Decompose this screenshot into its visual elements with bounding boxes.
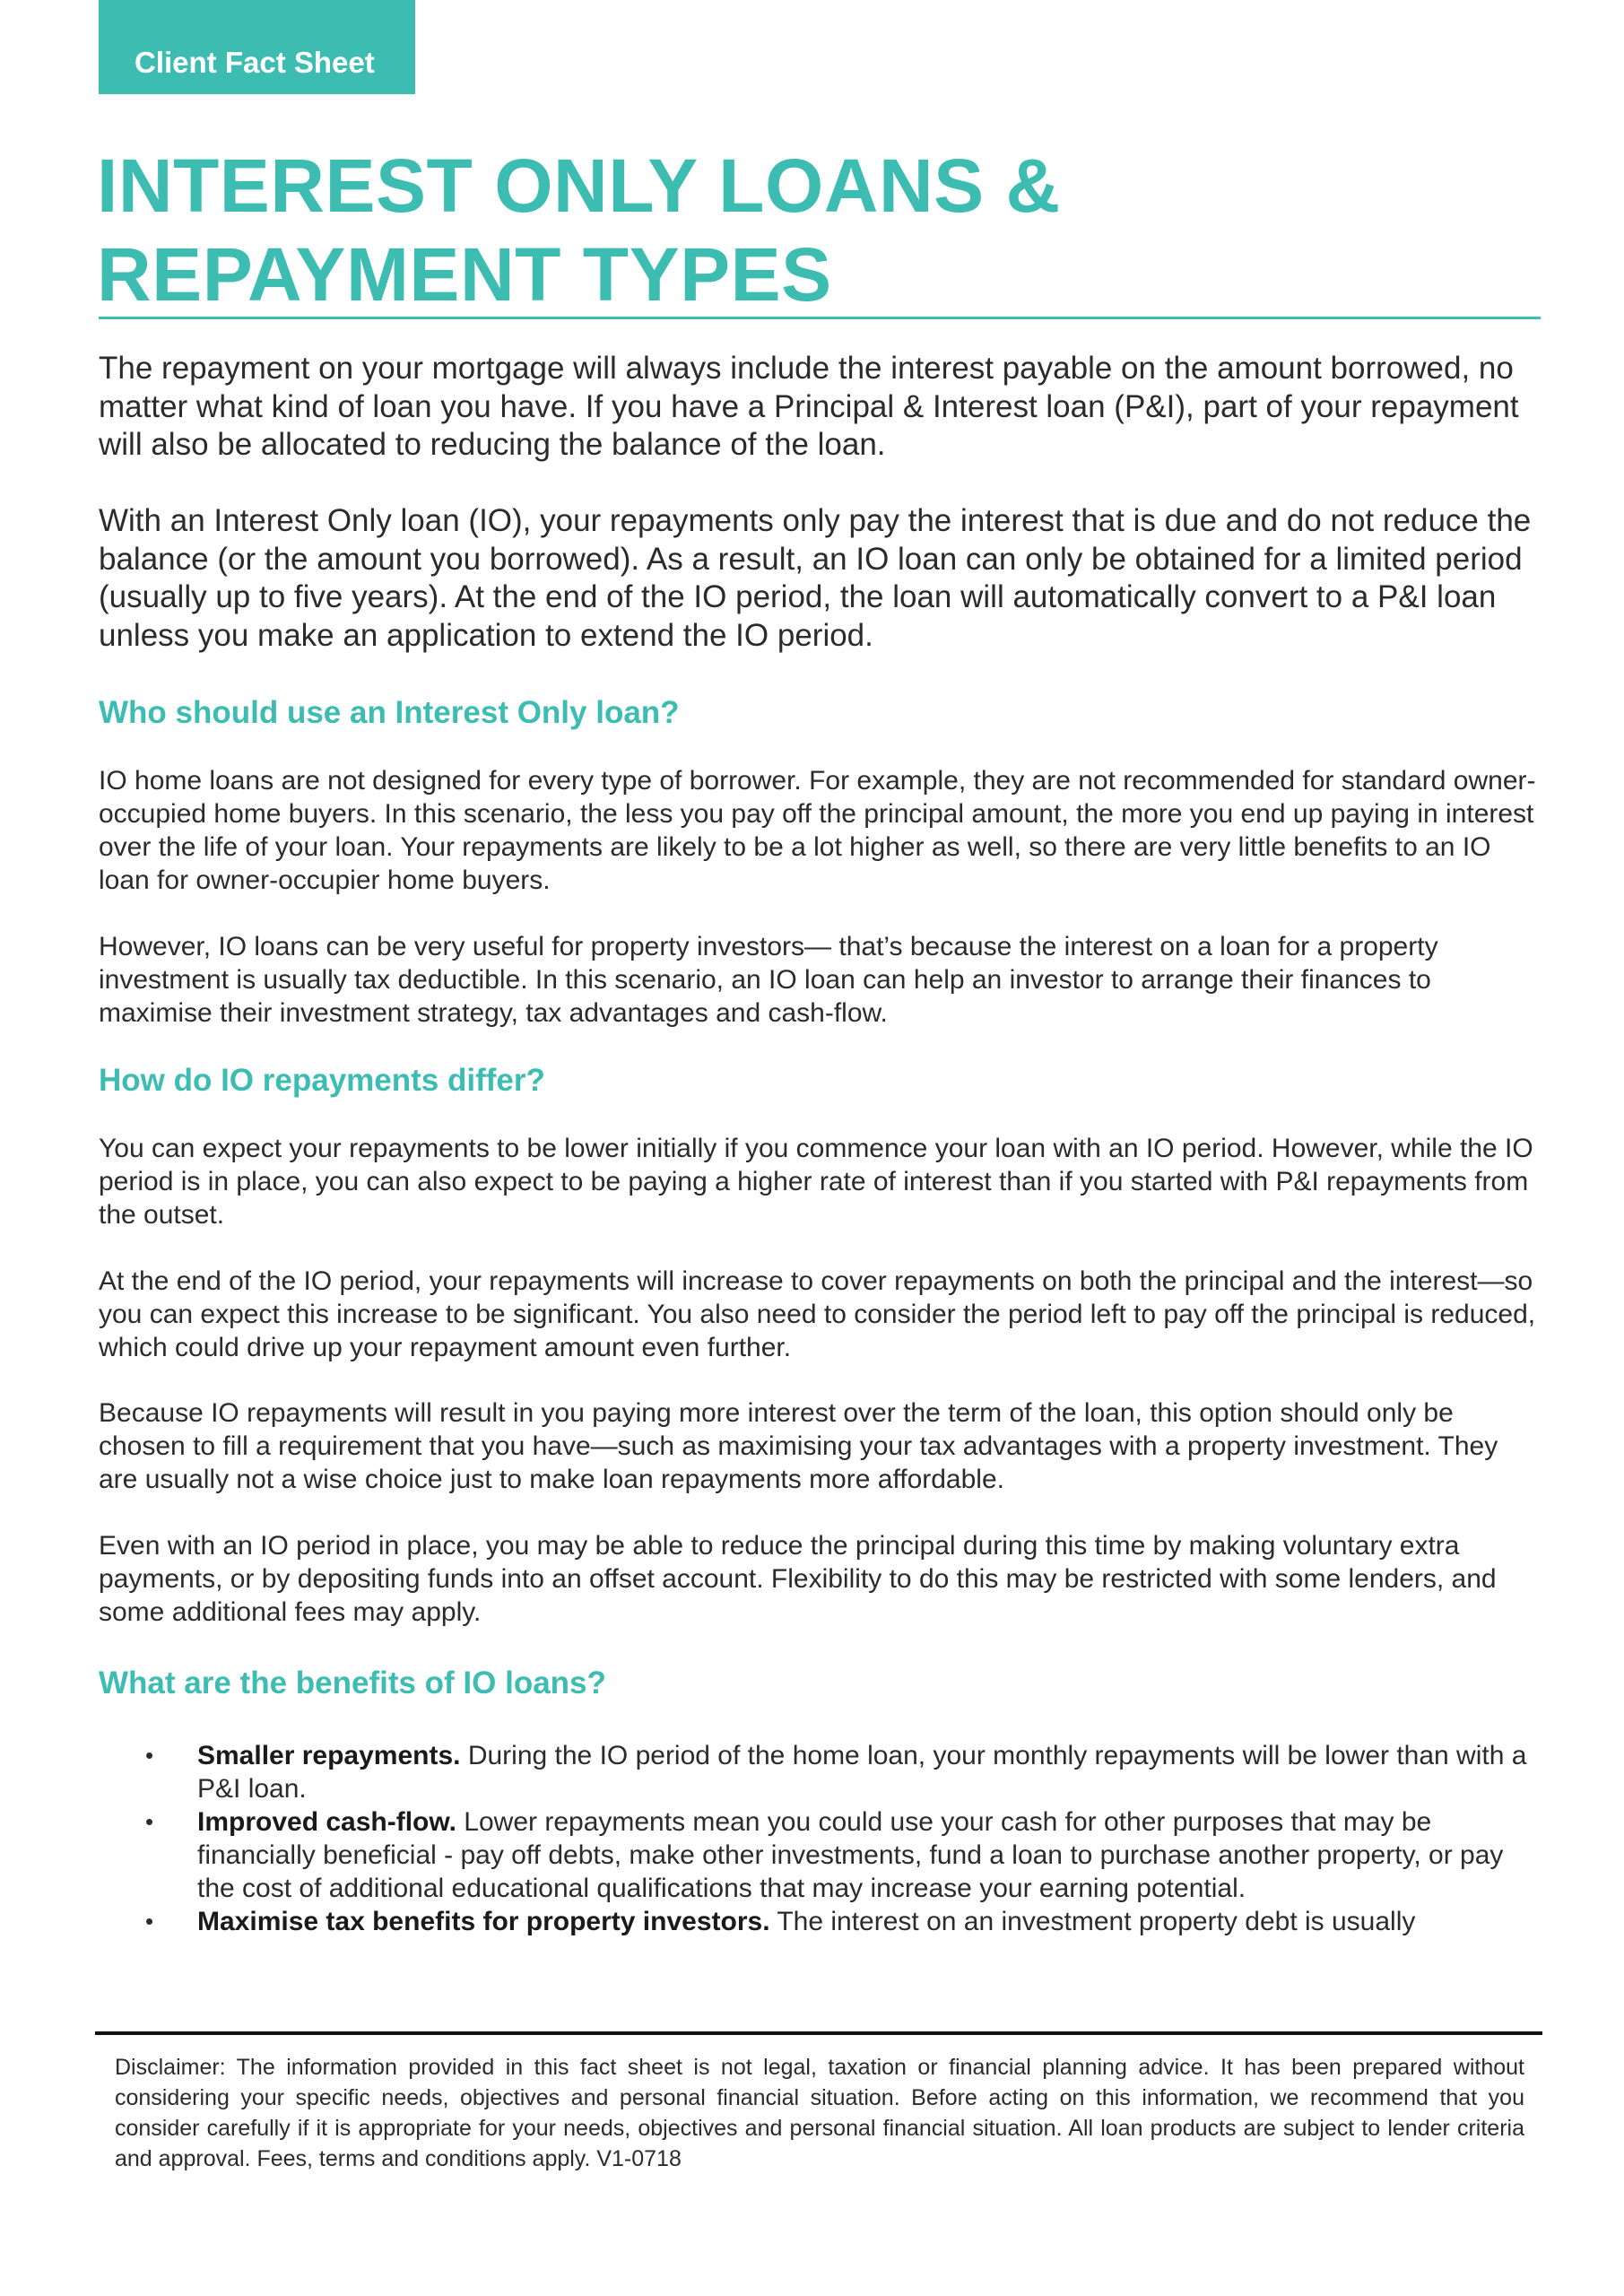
differ-paragraph-4: Even with an IO period in place, you may be able to reduce the principal during this time by making voluntary extra payments, or by depositing funds into an offset account. Flexibility to do this may be restricted with some lenders, and some additional fees may apply.: [99, 1531, 1497, 1627]
differ-paragraph-3: Because IO repayments will result in you paying more interest over the term of the loan, this option should only be chosen to fill a requirement that you have—such as maximising your tax advantages with a property investment. They are usually not a wise choice just to make loan repayments more affordable.: [99, 1398, 1498, 1494]
section-heading-benefits: What are the benefits of IO loans?: [99, 1665, 606, 1700]
bullet-icon: •: [145, 1908, 154, 1935]
benefit-title: Maximise tax benefits for property investors.: [197, 1907, 770, 1936]
page-title-line-2: REPAYMENT TYPES: [97, 232, 832, 317]
benefit-text: Lower repayments mean you could use your cash for other purposes that may be financially beneficial - pay off debts, make other investments, fund a loan to purchase another property, or pay the cost of additional educational qualifications that may increase your earning potential.: [197, 1807, 1504, 1903]
footer-divider: [95, 2031, 1542, 2035]
document-tag-label: Client Fact Sheet: [135, 46, 375, 79]
differ-paragraph-1: You can expect your repayments to be lower initially if you commence your loan with an IO period. However, while the IO period is in place, you can also expect to be paying a higher rate of interest than if you started with P&I repayments from the outset.: [99, 1134, 1533, 1230]
benefit-text: The interest on an investment property debt is usually: [769, 1907, 1416, 1936]
benefits-list: [99, 1739, 1542, 1938]
intro-paragraph-1: The repayment on your mortgage will always include the interest payable on the amount borrowed, no matter what kind of loan you have. If you have a Principal & Interest loan (P&I), part of your repayment will also be allocated to reducing the balance of the loan.: [99, 351, 1519, 462]
differ-paragraph-2: At the end of the IO period, your repayments will increase to cover repayments on both the principal and the interest—so you can expect this increase to be significant. You also need to consider the period left to pay off the principal is reduced, which could drive up your repayment amount even further.: [99, 1266, 1536, 1362]
benefit-title: Improved cash-flow.: [197, 1807, 456, 1837]
benefit-title: Smaller repayments.: [197, 1741, 461, 1770]
list-item: [99, 1805, 1542, 1905]
section-heading-who: Who should use an Interest Only loan?: [99, 695, 680, 730]
page-title-line-1: INTEREST ONLY LOANS &: [97, 144, 1061, 228]
bullet-icon: •: [145, 1742, 154, 1769]
list-item: [99, 1739, 1542, 1805]
intro-paragraph-2: With an Interest Only loan (IO), your repayments only pay the interest that is due and do not reduce the balance (or the amount you borrowed). As a result, an IO loan can only be obtained for a limited period (usually up to five years). At the end of the IO period, the loan will automatically convert to a P&I loan unless you make an application to extend the IO period.: [99, 503, 1532, 653]
bullet-icon: •: [145, 1808, 154, 1835]
who-paragraph-1: IO home loans are not designed for every type of borrower. For example, they are not recommended for standard owner- occupied home buyers. In this scenario, the less you pay off the principal amount, the more you end up paying in interest over the life of your loan. Your repayments are likely to be a lot higher as well, so there are very little benefits to an IO loan for owner-occupier home buyers.: [99, 766, 1536, 895]
list-item: [99, 1905, 1542, 1938]
who-paragraph-2: However, IO loans can be very useful for property investors— that’s because the interest on a loan for a property investment is usually tax deductible. In this scenario, an IO loan can help an investor to arrange their finances to maximise their investment strategy, tax advantages and cash-flow.: [99, 932, 1438, 1028]
section-heading-differ: How do IO repayments differ?: [99, 1063, 545, 1098]
document-tag: [99, 0, 415, 94]
title-divider: [99, 317, 1541, 319]
page-title: [97, 142, 1532, 319]
disclaimer-text: Disclaimer: The information provided in this fact sheet is not legal, taxation or financial planning advice. It has been prepared without considering your specific needs, objectives and personal financial situation. Before acting on this information, we recommend that you consider carefully if it is appropriate for your needs, objectives and personal financial situation. All loan products are subject to lender criteria and approval. Fees, terms and conditions apply. V1-0718: [115, 2055, 1524, 2171]
benefit-text: During the IO period of the home loan, your monthly repayments will be lower than with a P&I loan.: [197, 1741, 1527, 1804]
